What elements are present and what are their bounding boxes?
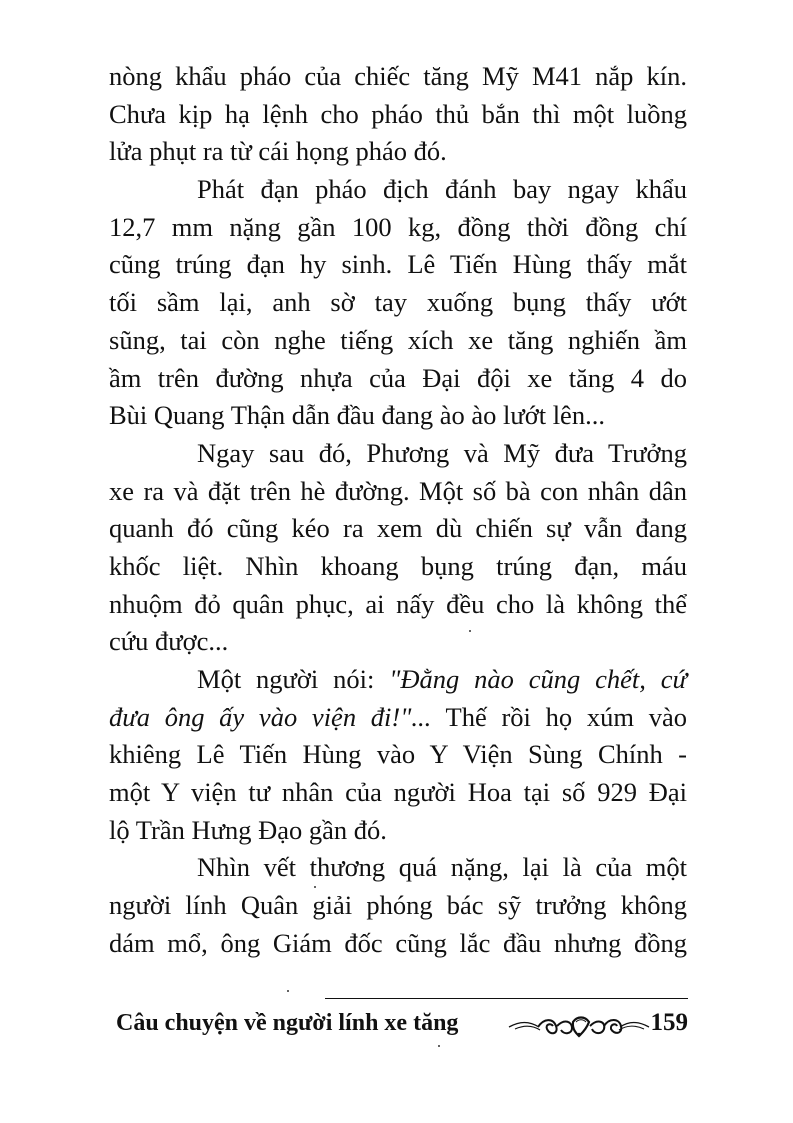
text-line-3: lửa phụt ra từ cái họng pháo đó.: [109, 136, 447, 167]
text-line-8: sũng, tai còn nghe tiếng xích xe tăng nghiến ầm: [109, 324, 687, 355]
text-line-17-regular: Một người nói:: [197, 664, 390, 694]
text-line-24: dám mổ, ông Giám đốc cũng lắc đầu nhưng đồng: [109, 927, 687, 958]
text-line-9: ầm trên đường nhựa của Đại đội xe tăng 4 do: [109, 362, 687, 393]
text-line-23: người lính Quân giải phóng bác sỹ trưởng không: [109, 890, 687, 921]
text-line-6: cũng trúng đạn hy sinh. Lê Tiến Hùng thấy mắt: [109, 249, 687, 280]
text-line-17-italic-quote: "Đằng nào cũng chết, cứ: [389, 664, 688, 694]
text-line-18-regular: Thế rồi họ xúm vào: [431, 701, 687, 732]
scan-speck: [469, 630, 471, 632]
text-line-12: xe ra và đặt trên hè đường. Một số bà con nhân dân: [109, 475, 687, 506]
text-line-13: quanh đó cũng kéo ra xem dù chiến sự vẫn đang: [109, 513, 687, 544]
running-book-title: Câu chuyện về người lính xe tăng: [116, 1010, 459, 1036]
scan-speck: [314, 886, 316, 888]
text-line-18-italic-quote: đưa ông ấy vào viện đi!"...: [109, 701, 432, 732]
text-line-21: lộ Trần Hưng Đạo gần đó.: [109, 814, 387, 845]
text-line-20: một Y viện tư nhân của người Hoa tại số 929 Đại: [109, 777, 687, 808]
scan-speck: [287, 990, 289, 992]
text-line-5: 12,7 mm nặng gần 100 kg, đồng thời đồng chí: [109, 211, 687, 242]
text-line-7: tối sầm lại, anh sờ tay xuống bụng thấy ướt: [109, 287, 687, 318]
text-line-17: [109, 661, 687, 699]
text-line-22: Nhìn vết thương quá nặng, lại là của một: [197, 852, 687, 883]
page-number: 159: [650, 1009, 688, 1036]
text-line-18: [109, 699, 687, 737]
page-footer: [116, 1006, 688, 1046]
text-line-15: nhuộm đỏ quân phục, ai nấy đều cho là không thể: [109, 588, 687, 619]
text-line-10: Bùi Quang Thận dẫn đầu đang ào ào lướt lên...: [109, 400, 605, 431]
book-page-text: [109, 58, 687, 963]
text-line-2: Chưa kịp hạ lệnh cho pháo thủ bắn thì một luồng: [109, 98, 687, 129]
text-line-14: khốc liệt. Nhìn khoang bụng trúng đạn, máu: [109, 550, 687, 581]
text-line-4: Phát đạn pháo địch đánh bay ngay khẩu: [197, 174, 687, 205]
text-line-19: khiêng Lê Tiến Hùng vào Y Viện Sùng Chính -: [109, 739, 687, 770]
text-line-11: Ngay sau đó, Phương và Mỹ đưa Trưởng: [197, 437, 687, 468]
text-line-1: nòng khẩu pháo của chiếc tăng Mỹ M41 nắp kín.: [109, 61, 687, 91]
text-line-16: cứu được...: [109, 626, 229, 657]
footer-rule: [325, 998, 688, 999]
decorative-scroll-ornament-icon: [508, 1014, 650, 1038]
